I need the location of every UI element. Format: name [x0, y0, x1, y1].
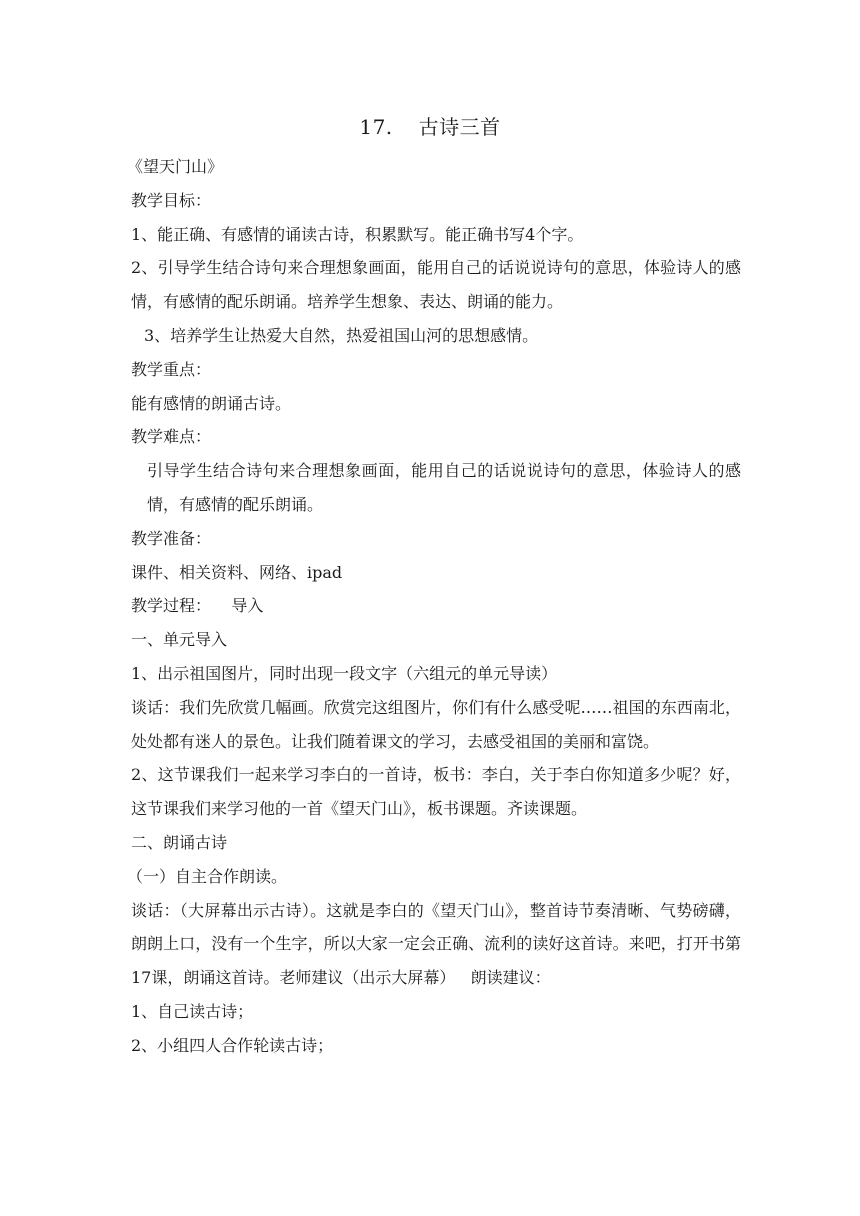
title-number: 17.: [359, 115, 393, 139]
paragraph: 2、引导学生结合诗句来合理想象画面，能用自己的话说说诗句的意思，体验诗人的感情，有感情的配乐朗诵。培养学生想象、表达、朗诵的能力。: [131, 258, 741, 312]
document-title: [0, 112, 860, 142]
paragraph: 谈话：我们先欣赏几幅画。欣赏完这组图片，你们有什么感受呢……祖国的东西南北，处处都有迷人的景色。让我们随着课文的学习，去感受祖国的美丽和富饶。: [131, 697, 741, 751]
paragraph: 1、能正确、有感情的诵读古诗，积累默写。能正确书写4个字。: [131, 224, 584, 244]
paragraph: 1、出示祖国图片，同时出现一段文字（六组元的单元导读）: [131, 663, 558, 683]
section-heading: 教学准备：: [131, 528, 212, 548]
section-heading: 二、朗诵古诗: [131, 832, 228, 852]
paragraph: 课件、相关资料、网络、ipad: [131, 562, 343, 582]
paragraph: 谈话：（大屏幕出示古诗）。这就是李白的《望天门山》，整首诗节奏清晰、气势磅礴，朗朗上口，没有一个生字，所以大家一定会正确、流利的读好这首诗。来吧，打开书第17课，朗诵这首诗。老师建议（出示大屏幕） 朗读建议：: [131, 900, 741, 988]
paragraph: 2、这节课我们一起来学习李白的一首诗，板书：李白，关于李白你知道多少呢？好，这节课我们来学习他的一首《望天门山》，板书课题。齐读课题。: [131, 765, 741, 819]
section-heading: 一、单元导入: [131, 630, 228, 650]
section-heading: 教学难点：: [131, 427, 212, 447]
list-item: 1、自己读古诗；: [131, 1001, 254, 1021]
sub-heading: （一）自主合作朗读。: [127, 866, 288, 886]
section-heading: 教学目标：: [131, 190, 212, 210]
section-heading: 教学过程： 导入: [131, 596, 264, 616]
poem-title: 《望天门山》: [127, 157, 224, 176]
title-text: 古诗三首: [418, 115, 501, 139]
section-heading: 教学重点：: [131, 359, 212, 379]
document-body: [127, 150, 741, 1063]
paragraph: 3、培养学生让热爱大自然，热爱祖国山河的思想感情。: [144, 325, 539, 345]
paragraph: 能有感情的朗诵古诗。: [131, 393, 292, 413]
list-item: 2、小组四人合作轮读古诗；: [131, 1035, 334, 1055]
paragraph: 引导学生结合诗句来合理想象画面，能用自己的话说说诗句的意思，体验诗人的感情，有感情的配乐朗诵。: [147, 461, 741, 514]
